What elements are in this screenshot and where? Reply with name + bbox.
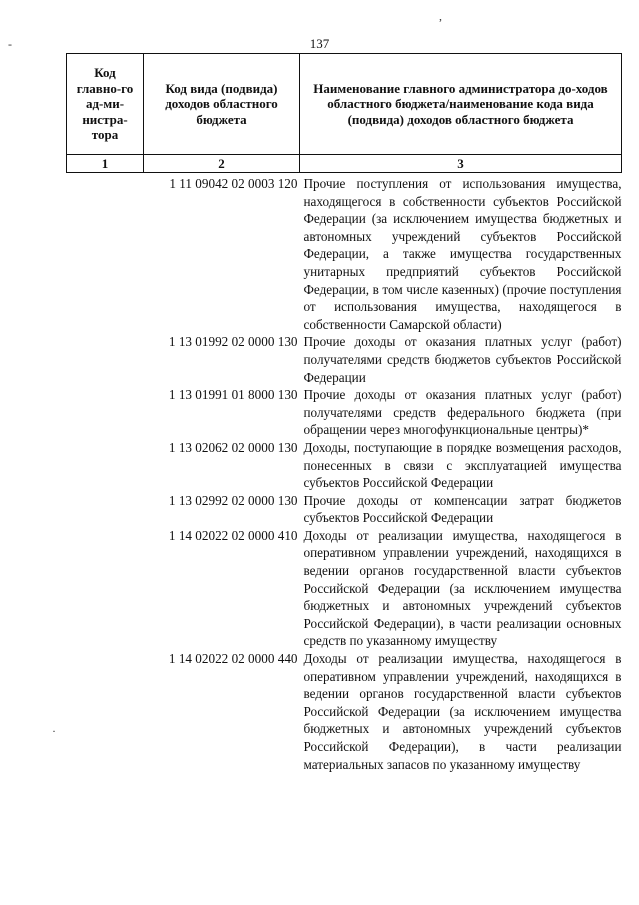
admin-code-cell bbox=[67, 333, 144, 386]
table-row bbox=[67, 527, 622, 650]
scan-mark: , bbox=[439, 9, 442, 23]
admin-code-cell bbox=[67, 492, 144, 527]
header-row bbox=[67, 54, 622, 155]
table-row bbox=[67, 386, 622, 439]
revenue-code-cell: 1 13 01991 01 8000 130 bbox=[168, 387, 298, 403]
revenue-code-cell: 1 14 02022 02 0000 440 bbox=[168, 651, 298, 667]
page-number: 137 bbox=[309, 36, 330, 51]
admin-code-cell bbox=[67, 527, 144, 650]
header-revenue-code: Код вида (подвида) доходов областного бюджета bbox=[144, 54, 300, 155]
revenue-code-cell: 1 13 01992 02 0000 130 bbox=[168, 334, 298, 350]
admin-code-cell bbox=[67, 173, 144, 334]
revenue-code-cell: 1 14 02022 02 0000 410 bbox=[168, 527, 298, 543]
admin-code-cell bbox=[67, 386, 144, 439]
revenue-name-cell: Прочие поступления от использования имущества, находящегося в собственности субъектов Российской Федерации (за исключением имущества бюджетных и автономных учреждений субъектов Российской Федерации, а также имущества государственных унитарных предприятий субъектов Российской Федерации, в том числе казенных) (прочие поступления от использования имущества, находящегося в собственности Самарской области) bbox=[303, 176, 622, 332]
table-row bbox=[67, 650, 622, 773]
revenue-code-cell: 1 11 09042 02 0003 120 bbox=[169, 176, 298, 191]
revenue-name-cell: Прочие доходы от оказания платных услуг (работ) получателями средств федерального бюджета (при обращении через многофункциональные центры)* bbox=[303, 387, 622, 438]
revenue-code-cell: 1 13 02992 02 0000 130 bbox=[168, 492, 298, 508]
table-row bbox=[67, 333, 622, 386]
table-row bbox=[67, 492, 622, 527]
revenue-name-cell: Прочие доходы от компенсации затрат бюджетов субъектов Российской Федерации bbox=[303, 492, 622, 526]
header-revenue-name: Наименование главного администратора до-ходов областного бюджета/наименование кода вида (подвида) доходов областного бюджета bbox=[300, 54, 622, 155]
table-row bbox=[67, 173, 622, 334]
admin-code-cell bbox=[67, 439, 144, 492]
table-body bbox=[67, 173, 622, 774]
revenue-name-cell: Доходы от реализации имущества, находящегося в оперативном управлении учреждений, находящихся в ведении органов государственной власти субъектов Российской Федерации (за исключением имущества бюджетных и автономных учреждений субъектов Российской Федерации), в части реализации основных средств по указанному имуществу bbox=[303, 527, 622, 649]
revenue-name-cell: Доходы, поступающие в порядке возмещения расходов, понесенных в связи с эксплуатацией имущества субъектов Российской Федерации bbox=[303, 439, 622, 491]
revenue-code-cell: 1 13 02062 02 0000 130 bbox=[168, 439, 298, 455]
scan-mark: · bbox=[52, 724, 56, 738]
scan-mark: - bbox=[8, 37, 12, 51]
column-number-1: 1 bbox=[67, 155, 144, 173]
column-number-2: 2 bbox=[144, 155, 300, 173]
header-admin-code: Код главно-го ад-ми-нистра-тора bbox=[67, 54, 144, 155]
revenue-codes-table bbox=[66, 53, 622, 773]
revenue-name-cell: Прочие доходы от оказания платных услуг (работ) получателями средств бюджетов субъектов Российской Федерации bbox=[303, 334, 622, 385]
table-header bbox=[67, 54, 622, 173]
column-number-3: 3 bbox=[300, 155, 622, 173]
table-row bbox=[67, 439, 622, 492]
revenue-name-cell: Доходы от реализации имущества, находящегося в оперативном управлении учреждений, находящихся в ведении органов государственной власти субъектов Российской Федерации (за исключением имущества бюджетных и автономных учреждений субъектов Российской Федерации), в части реализации материальных запасов по указанному имуществу bbox=[303, 651, 622, 772]
column-number-row bbox=[67, 155, 622, 173]
admin-code-cell bbox=[67, 650, 144, 773]
